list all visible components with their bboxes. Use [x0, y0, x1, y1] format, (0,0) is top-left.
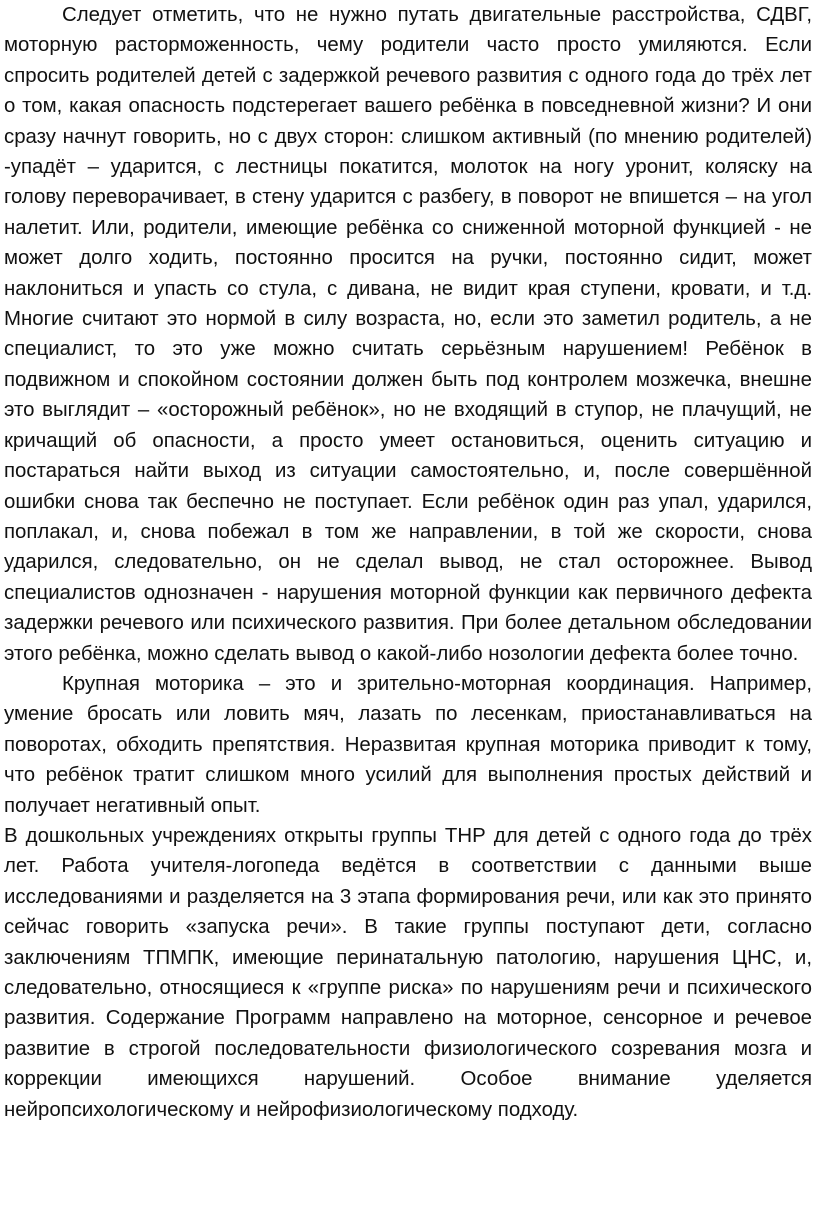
paragraph-gross-motor: Крупная моторика – это и зрительно-моторная координация. Например, умение бросать или ловить мяч, лазать по лесенкам, приостанавливаться на поворотах, обходить препятствия. Неразвитая крупная моторика приводит к тому, что ребёнок тратит слишком много усилий для выполнения простых действий и получает негативный опыт.: [4, 672, 812, 817]
document-page: [4, 0, 812, 1125]
paragraph-motor-disorders: Следует отметить, что не нужно путать двигательные расстройства, СДВГ, моторную расторможенность, чему родители часто просто умиляются. Если спросить родителей детей с задержкой речевого развития с одного года до трёх лет о том, какая опасность подстерегает вашего ребёнка в повседневной жизни? И они сразу начнут говорить, но с двух сторон: слишком активный (по мнению родителей) -упадёт – ударится, с лестницы покатится, молоток на ногу уронит, коляску на голову переворачивает, в стену ударится с разбегу, в поворот не впишется – на угол налетит. Или, родители, имеющие ребёнка со сниженной моторной функцией - не может долго ходить, постоянно просится на ручки, постоянно сидит, может наклониться и упасть со стула, с дивана, не видит края ступени, кровати, и т.д. Многие считают это нормой в силу возраста, но, если это заметил родитель, а не специалист, то это уже можно считать серьёзным нарушением! Ребёнок в подвижном и спокойном состоянии должен быть под контролем мозжечка, внешне это выглядит – «осторожный ребёнок», но не входящий в ступор, не плачущий, не кричащий об опасности, а просто умеет остановиться, оценить ситуацию и постараться найти выход из ситуации самостоятельно, и, после совершённой ошибки снова так беспечно не поступает. Если ребёнок один раз упал, ударился, поплакал, и, снова побежал в том же направлении, в той же скорости, снова ударился, следовательно, он не сделал вывод, не стал осторожнее. Вывод специалистов однозначен - нарушения моторной функции как первичного дефекта задержки речевого или психического развития. При более детальном обследовании этого ребёнка, можно сделать вывод о какой-либо нозологии дефекта более точно.: [4, 4, 812, 665]
paragraph-preschool-groups: В дошкольных учреждениях открыты группы ТНР для детей с одного года до трёх лет. Работа учителя-логопеда ведётся в соответствии с данными выше исследованиями и разделяется на 3 этапа формирования речи, или как это принято сейчас говорить «запуска речи». В такие группы поступают дети, согласно заключениям ТПМПК, имеющие перинатальную патологию, нарушения ЦНС, и, следовательно, относящиеся к «группе риска» по нарушениям речи и психического развития. Содержание Программ направлено на моторное, сенсорное и речевое развитие в строгой последовательности физиологического созревания мозга и коррекции имеющихся нарушений. Особое внимание уделяется нейропсихологическому и нейрофизиологическому подходу.: [4, 824, 812, 1121]
